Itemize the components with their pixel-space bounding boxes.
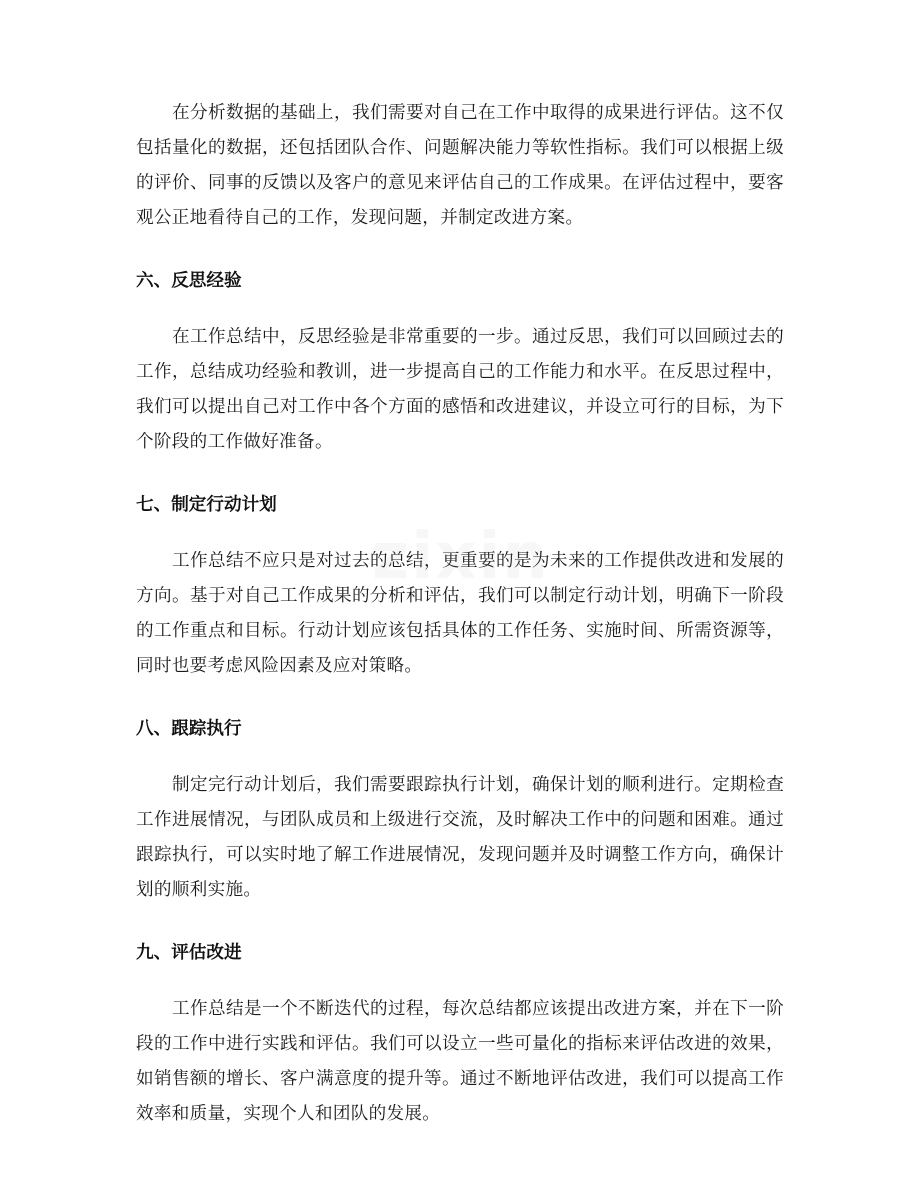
section-paragraph-track: 制定完行动计划后，我们需要跟踪执行计划，确保计划的顺利进行。定期检查工作进展情况，与团队成员和上级进行交流，及时解决工作中的问题和困难。通过跟踪执行，可以实时地了解工作进展情况，发现问题并及时调整工作方向，确保计划的顺利实施。 [136, 775, 784, 900]
section-paragraph-action-plan: 工作总结不应只是对过去的总结，更重要的是为未来的工作提供改进和发展的方向。基于对自己工作成果的分析和评估，我们可以制定行动计划，明确下一阶段的工作重点和目标。行动计划应该包括具体的工作任务、实施时间、所需资源等，同时也要考虑风险因素及应对策略。 [136, 551, 784, 676]
section-heading-reflect: 六、反思经验 [136, 271, 242, 291]
section-paragraph-evaluate: 工作总结是一个不断迭代的过程，每次总结都应该提出改进方案，并在下一阶段的工作中进行实践和评估。我们可以设立一些可量化的指标来评估改进的效果，如销售额的增长、客户满意度的提升等。通过不断地评估改进，我们可以提高工作效率和质量，实现个人和团队的发展。 [136, 999, 784, 1124]
section-heading-evaluate: 九、评估改进 [136, 943, 242, 963]
intro-paragraph: 在分析数据的基础上，我们需要对自己在工作中取得的成果进行评估。这不仅包括量化的数据，还包括团队合作、问题解决能力等软性指标。我们可以根据上级的评价、同事的反馈以及客户的意见来评估自己的工作成果。在评估过程中，要客观公正地看待自己的工作，发现问题，并制定改进方案。 [136, 103, 784, 228]
document-page [136, 96, 784, 1132]
section-heading-action-plan: 七、制定行动计划 [136, 495, 277, 515]
section-heading-track: 八、跟踪执行 [136, 719, 242, 739]
section-paragraph-reflect: 在工作总结中，反思经验是非常重要的一步。通过反思，我们可以回顾过去的工作，总结成功经验和教训，进一步提高自己的工作能力和水平。在反思过程中，我们可以提出自己对工作中各个方面的感悟和改进建议，并设立可行的目标，为下个阶段的工作做好准备。 [136, 327, 784, 452]
watermark: zixin [372, 520, 550, 594]
